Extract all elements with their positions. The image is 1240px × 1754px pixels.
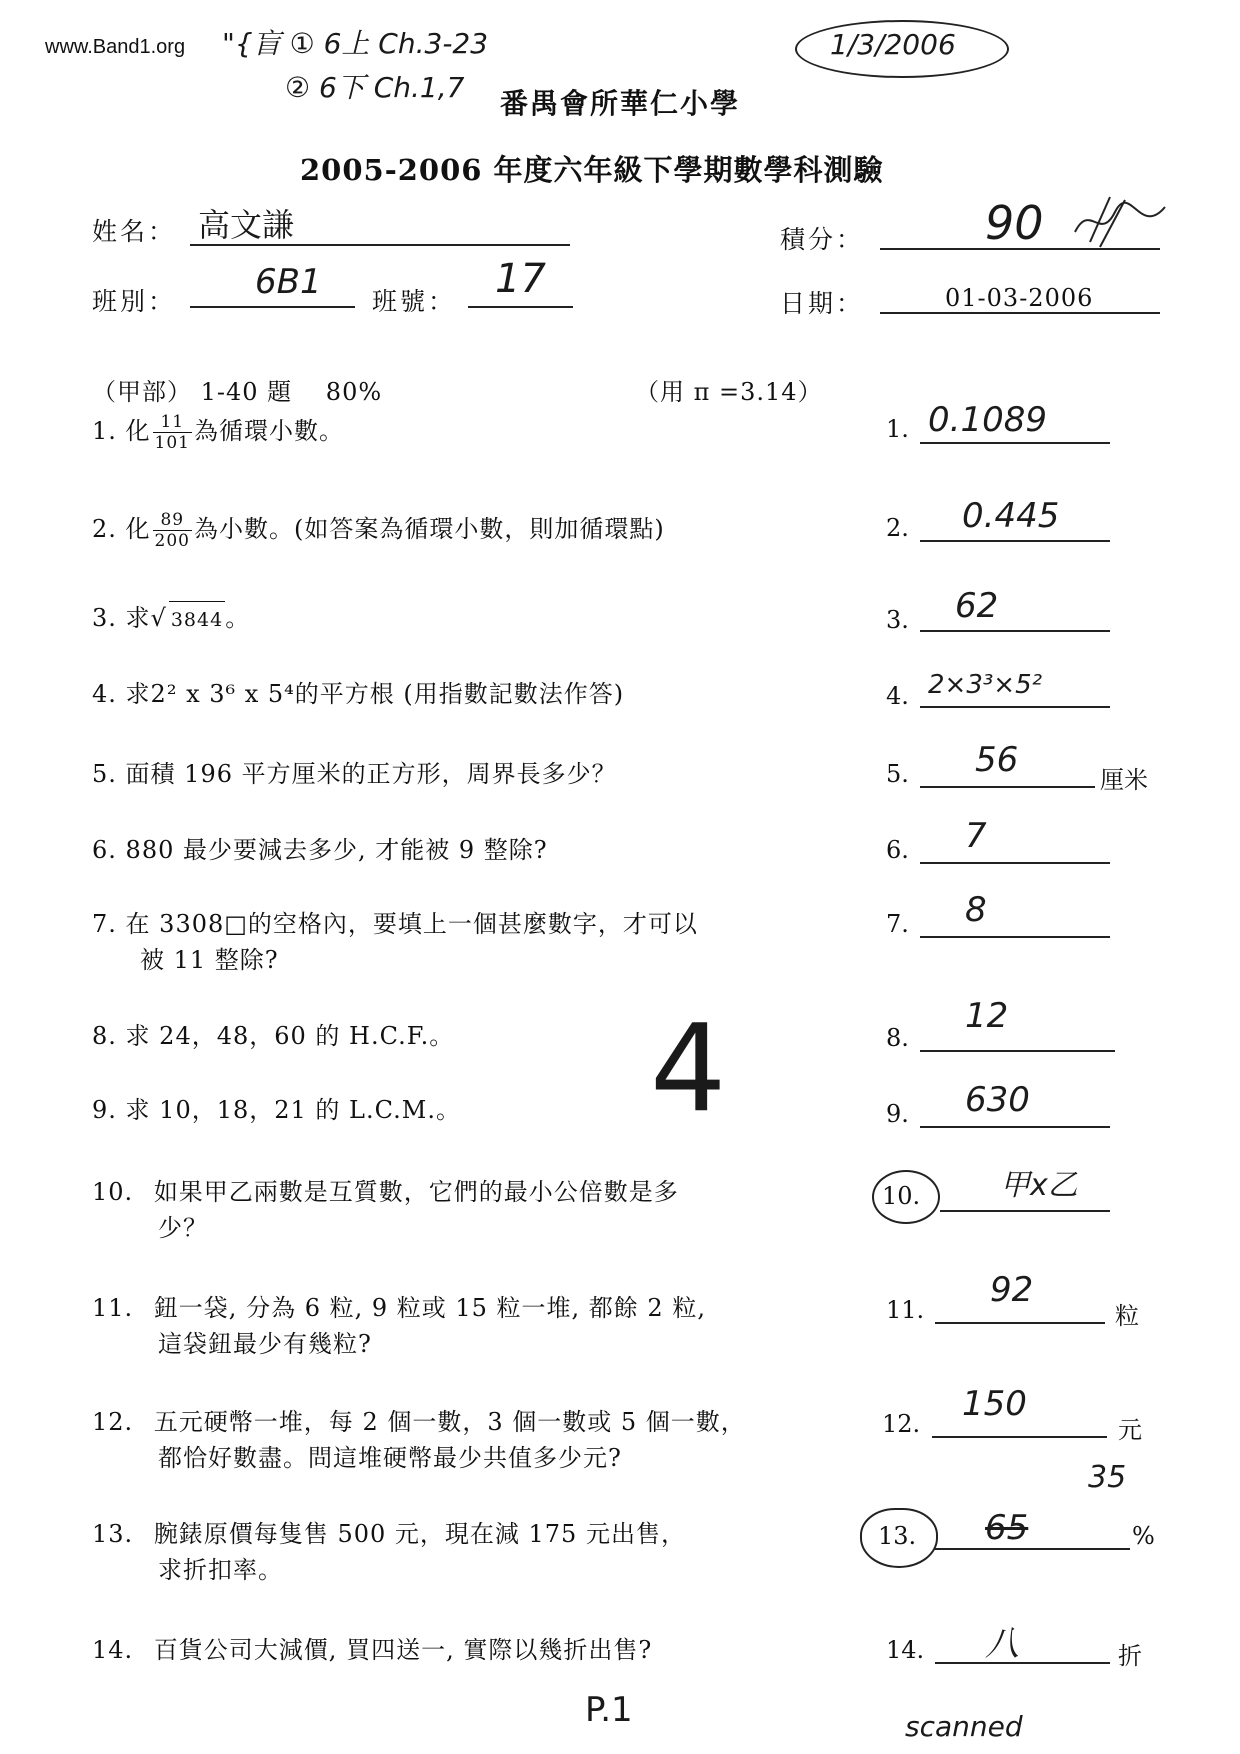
answer-8: 12 (965, 996, 1009, 1036)
question-number: 1. (92, 417, 117, 445)
question-number: 6. (92, 836, 117, 864)
answer-14: 八 (985, 1624, 1019, 1664)
answer-line (920, 442, 1110, 444)
answer-12: 150 (962, 1384, 1027, 1424)
answer-number: 4. (886, 682, 909, 710)
fraction: $\frac{11}{101}$ (154, 412, 190, 453)
question-text-cont: 被 11 整除? (140, 946, 279, 974)
question-text: 如果甲乙兩數是互質數，它們的最小公倍數是多 (153, 1178, 679, 1206)
answer-13: 65 (985, 1508, 1029, 1548)
question-2 (92, 510, 665, 551)
class-line (190, 306, 355, 308)
question-number: 5. (92, 760, 117, 788)
school-name: 番禺會所華仁小學 (500, 87, 741, 120)
question-text-cont: 這袋鈕最少有幾粒? (158, 1330, 372, 1358)
question-number: 12. (92, 1408, 134, 1436)
answer-unit: 厘米 (1100, 766, 1148, 794)
classno-line (468, 306, 573, 308)
answer-line (920, 862, 1110, 864)
section-heading: （甲部） 1-40 題 80% (92, 378, 383, 406)
answer-10: 甲x乙 (1000, 1168, 1078, 1203)
class-value: 6B1 (255, 262, 322, 302)
question-12 (92, 1404, 746, 1476)
answer-line (920, 540, 1110, 542)
answer-line (920, 936, 1110, 938)
question-text: 腕錶原價每隻售 500 元，現在減 175 元出售， (153, 1520, 686, 1548)
answer-line (920, 786, 1095, 788)
question-number: 8. (92, 1022, 117, 1050)
question-text-cont: 求折扣率。 (158, 1556, 283, 1584)
answer-line (940, 1210, 1110, 1212)
answer-7: 8 (965, 890, 987, 930)
question-number: 9. (92, 1096, 117, 1124)
fraction: $\frac{89}{200}$ (154, 510, 190, 551)
question-3: 3. 求√ 3844。 (92, 600, 250, 638)
question-text: 為小數。(如答案為循環小數，則加循環點) (194, 515, 665, 543)
answer-number: 5. (886, 760, 909, 788)
classno-label: 班號： (372, 287, 457, 316)
handwritten-note-second: ② 6下 Ch.1,7 (285, 71, 465, 104)
question-6 (92, 832, 548, 868)
answer-line (920, 1126, 1110, 1128)
answer-13-correction: 35 (1088, 1460, 1127, 1495)
answer-5: 56 (975, 740, 1019, 780)
answer-number: 13. (878, 1522, 917, 1550)
question-8 (92, 1018, 454, 1054)
date-value: 01-03-2006 (945, 284, 1094, 312)
question-text: 在 3308□的空格內，要填上一個甚麼數字，才可以 (125, 910, 698, 938)
question-11 (92, 1290, 706, 1362)
question-10 (92, 1174, 679, 1246)
answer-number: 2. (886, 514, 909, 542)
question-text: 為循環小數。 (194, 417, 344, 445)
question-number: 10. (92, 1178, 134, 1206)
answer-number: 12. (882, 1410, 921, 1438)
answer-number: 6. (886, 836, 909, 864)
name-value: 高文謙 (198, 206, 295, 244)
answer-3: 62 (955, 586, 999, 626)
answer-line (932, 1436, 1107, 1438)
scanned-note: scanned (905, 1710, 1023, 1743)
question-number: 4. (92, 680, 117, 708)
handwritten-mark: 4 (650, 1000, 727, 1139)
answer-unit: 折 (1118, 1642, 1142, 1670)
question-5 (92, 756, 617, 792)
answer-line (920, 1050, 1115, 1052)
class-label: 班別： (92, 287, 177, 316)
answer-number: 7. (886, 910, 909, 938)
question-text: 百貨公司大減價, 買四送一, 實際以幾折出售? (153, 1636, 653, 1664)
answer-11: 92 (990, 1270, 1034, 1310)
score-label: 積分： (780, 225, 865, 254)
square-root: 3844 (169, 601, 225, 638)
question-text: 五元硬幣一堆，每 2 個一數，3 個一數或 5 個一數， (153, 1408, 746, 1436)
question-text: 面積 196 平方厘米的正方形，周界長多少？ (125, 760, 617, 788)
answer-line (935, 1548, 1130, 1550)
answer-4: 2×3³×5² (928, 670, 1043, 700)
handwritten-note-top: "{盲 ① 6上 Ch.3-23 (222, 27, 489, 60)
question-text: 求 (125, 604, 151, 632)
question-1 (92, 412, 344, 453)
answer-1: 0.1089 (928, 400, 1047, 440)
answer-number: 8. (886, 1024, 909, 1052)
answer-line (935, 1662, 1110, 1664)
question-4 (92, 676, 624, 712)
question-number: 14. (92, 1636, 134, 1664)
question-14 (92, 1632, 652, 1668)
question-text: 880 最少要減去多少, 才能被 9 整除? (125, 836, 548, 864)
answer-number: 10. (882, 1182, 921, 1210)
answer-number: 3. (886, 606, 909, 634)
question-number: 13. (92, 1520, 134, 1548)
question-text: 化 (125, 515, 151, 543)
question-text-cont: 少？ (158, 1214, 208, 1242)
question-number: 3. (92, 604, 117, 632)
question-text: 。 (225, 604, 251, 632)
exam-title: 2005-2006 年度六年級下學期數學科測驗 (300, 153, 884, 187)
question-13 (92, 1516, 686, 1588)
page-number: P.1 (585, 1690, 633, 1730)
classno-value: 17 (495, 256, 546, 302)
pi-note: （用 π =3.14） (635, 378, 823, 406)
answer-2: 0.445 (962, 496, 1060, 536)
site-watermark: www.Band1.org (45, 36, 186, 58)
question-text: 鈕一袋, 分為 6 粒, 9 粒或 15 粒一堆, 都餘 2 粒, (153, 1294, 706, 1322)
handwritten-date: 1/3/2006 (830, 28, 956, 61)
date-label: 日期： (780, 289, 865, 318)
answer-line (920, 706, 1110, 708)
question-text: 化 (125, 417, 151, 445)
answer-unit: 元 (1118, 1416, 1142, 1444)
answer-number: 14. (886, 1636, 925, 1664)
answer-number: 11. (886, 1296, 925, 1324)
teacher-signature (1070, 192, 1170, 252)
question-number: 11. (92, 1294, 134, 1322)
answer-number: 9. (886, 1100, 909, 1128)
question-7 (92, 906, 698, 978)
answer-9: 630 (965, 1080, 1030, 1120)
question-text-cont: 都恰好數盡。問這堆硬幣最少共值多少元? (158, 1444, 622, 1472)
score-value: 90 (985, 196, 1044, 250)
date-line (880, 312, 1160, 314)
answer-unit: % (1132, 1522, 1155, 1550)
answer-unit: 粒 (1115, 1302, 1139, 1330)
answer-number: 1. (886, 415, 909, 443)
answer-line (920, 630, 1110, 632)
question-text: 求 24，48，60 的 H.C.F.。 (125, 1022, 455, 1050)
question-text: 求2² x 3⁶ x 5⁴的平方根 (用指數記數法作答) (125, 680, 625, 708)
question-9 (92, 1092, 461, 1128)
answer-6: 7 (965, 816, 987, 856)
question-text: 求 10，18，21 的 L.C.M.。 (125, 1096, 461, 1124)
question-number: 7. (92, 910, 117, 938)
name-label: 姓名： (92, 217, 177, 246)
question-number: 2. (92, 515, 117, 543)
answer-line (935, 1322, 1105, 1324)
